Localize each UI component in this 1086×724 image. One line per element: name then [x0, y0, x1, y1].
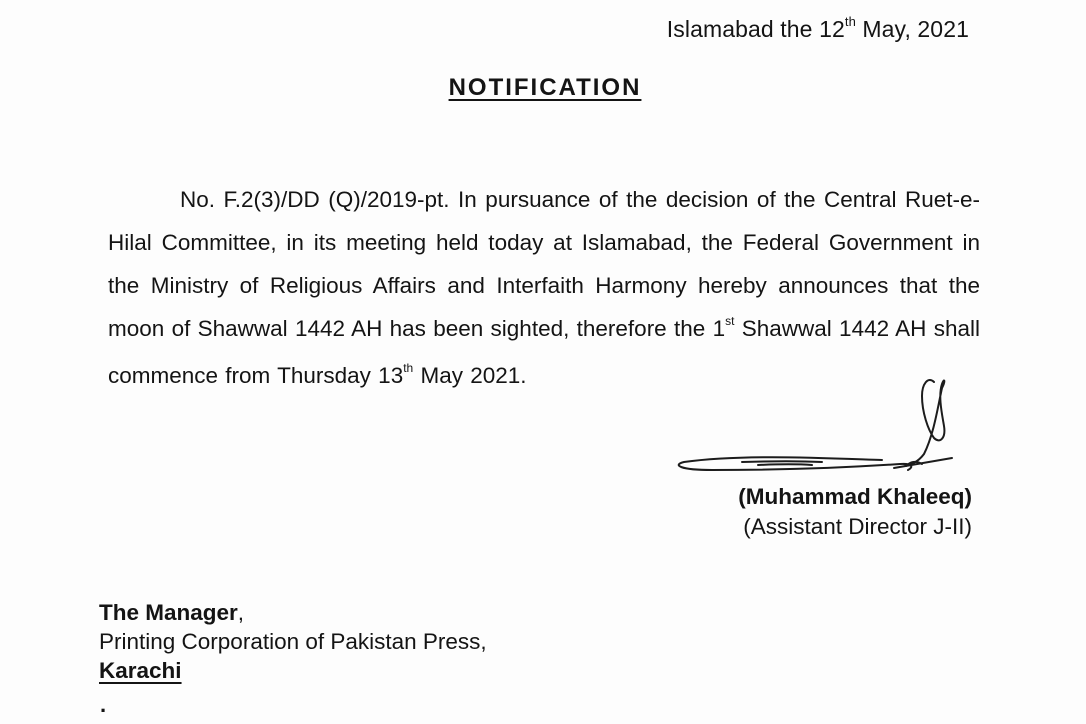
addressee-city: Karachi: [99, 658, 182, 683]
body-text-part-1: No. F.2(3)/DD (Q)/2019-pt. In pursuance of the decision of the Central Ruet-e-Hilal Committee, in its meeting held today at Islamabad, the Federal Government in the Ministry of Religious Affairs and Interfaith Harmony hereby announces that the moon of Shawwal 1442 AH has been sighted, therefore the 1: [108, 187, 980, 341]
addressee-recipient-line: [99, 598, 487, 627]
body-text-part-2: Shawwal 1442 AH shall commence from Thursday 13: [108, 316, 980, 388]
addressee-block: [99, 598, 487, 685]
date-month-year: May, 2021: [855, 16, 969, 42]
date-place: Islamabad the 12: [666, 16, 845, 42]
signatory-designation: (Assistant Director J-II): [743, 514, 972, 539]
body-superscript-2: th: [403, 361, 414, 375]
notification-title: NOTIFICATION: [448, 74, 642, 101]
body-superscript-1: st: [725, 314, 735, 328]
signatory-name: (Muhammad Khaleeq): [738, 484, 972, 509]
addressee-recipient-comma: ,: [237, 600, 245, 625]
date-superscript: th: [844, 14, 856, 29]
date-line: [667, 16, 969, 43]
addressee-recipient: The Manager: [99, 600, 238, 625]
addressee-organization: Printing Corporation of Pakistan Press,: [99, 629, 487, 654]
notification-body: [108, 178, 980, 401]
trailing-mark: .: [100, 692, 107, 717]
handwritten-signature: [672, 372, 962, 482]
body-text-part-3: May 2021.: [413, 363, 527, 388]
